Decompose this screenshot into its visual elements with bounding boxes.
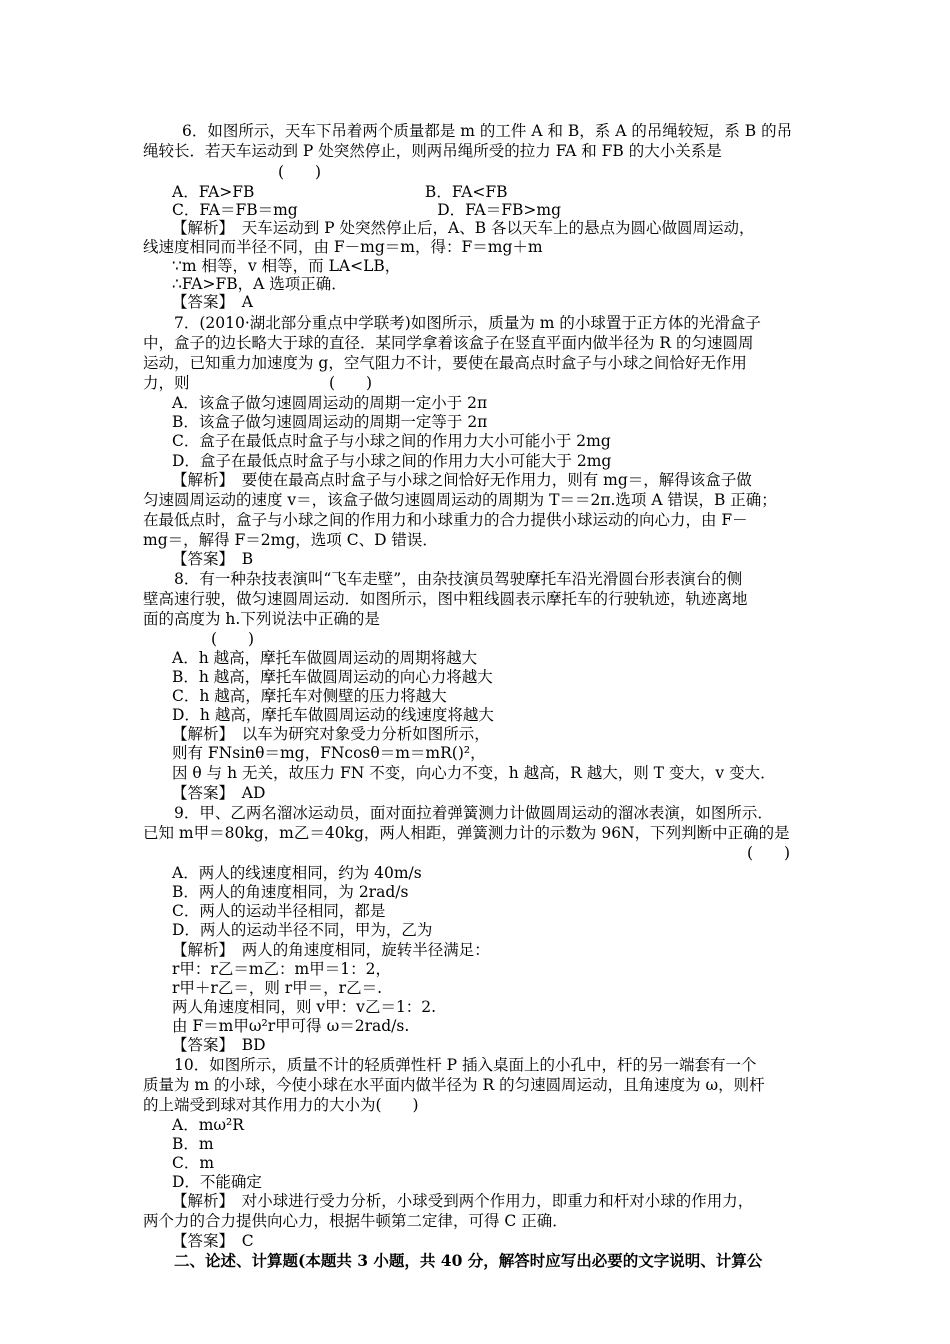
text-line: r甲＋r乙＝，则 r甲＝，r乙＝.	[172, 979, 382, 997]
text-line: 已知 m甲＝80kg，m乙＝40kg，两人相距，弹簧测力计的示数为 96N，下列判断中正确的是	[143, 824, 790, 842]
text-line: 力，则 ( )	[143, 374, 373, 392]
text-line: B．该盒子做匀速圆周运动的周期一定等于 2π	[172, 413, 488, 431]
text-line: 【解析】 两人的角速度相同，旋转半径满足：	[172, 941, 490, 959]
text-line: 7．(2010·湖北部分重点中学联考)如图所示，质量为 m 的小球置于正方体的光滑盒子	[143, 314, 761, 332]
text-line: 6．如图所示，天车下吊着两个质量都是 m 的工件 A 和 B，系 A 的吊绳较短，系 B 的吊	[151, 122, 793, 140]
text-line: 【答案】 B	[172, 550, 254, 568]
text-line: ( )	[747, 844, 791, 862]
text-line: A．mω²R	[172, 1116, 244, 1134]
text-line: 9．甲、乙两名溜冰运动员，面对面拉着弹簧测力计做圆周运动的溜冰表演，如图所示．	[143, 804, 773, 822]
text-line: 【答案】 C	[172, 1232, 254, 1250]
text-line: 在最低点时，盒子与小球之间的作用力和小球重力的合力提供小球运动的向心力，由 F－	[143, 511, 748, 529]
text-line: 绳较长．若天车运动到 P 处突然停止，则两吊绳所受的拉力 FA 和 FB 的大小关系是	[143, 142, 722, 160]
text-line: ( )	[278, 163, 322, 181]
text-line: 【解析】 天车运动到 P 处突然停止后，A、B 各以天车上的悬点为圆心做圆周运动，	[172, 219, 755, 237]
text-line: 匀速圆周运动的速度 v＝，该盒子做匀速圆周运动的周期为 T＝＝2π.选项 A 错误，B 正确；	[143, 491, 777, 509]
text-line: 【答案】 BD	[172, 1036, 266, 1054]
text-line: 【解析】 要使在最高点时盒子与小球之间恰好无作用力，则有 mg＝，解得该盒子做	[172, 471, 752, 489]
text-line: C．两人的运动半径相同，都是	[172, 902, 386, 920]
text-line: D．盒子在最低点时盒子与小球之间的作用力大小可能大于 2mg	[172, 452, 612, 470]
text-line: 质量为 m 的小球，今使小球在水平面内做半径为 R 的匀速圆周运动，且角速度为 ω，则杆	[143, 1076, 765, 1094]
text-line: 则有 FNsinθ＝mg，FNcosθ＝m＝mR()²，	[172, 744, 486, 762]
text-line: A．h 越高，摩托车做圆周运动的周期将越大	[172, 649, 478, 667]
text-line: D．不能确定	[172, 1173, 262, 1191]
text-line: C．FA＝FB＝mg D．FA＝FB>mg	[172, 201, 562, 219]
text-line: B．两人的角速度相同，为 2rad/s	[172, 883, 409, 901]
text-line: A．该盒子做匀速圆周运动的周期一定小于 2π	[172, 394, 488, 412]
text-line: 8．有一种杂技表演叫“飞车走壁”，由杂技演员驾驶摩托车沿光滑圆台形表演台的侧	[143, 570, 743, 588]
text-line: B．h 越高，摩托车做圆周运动的向心力将越大	[172, 668, 493, 686]
text-line: ∴FA>FB，A 选项正确．	[172, 275, 347, 293]
section-heading: 二、论述、计算题(本题共 3 小题，共 40 分，解答时应写出必要的文字说明、计算公	[143, 1251, 763, 1270]
text-line: A．FA>FB B．FA<FB	[172, 183, 508, 201]
text-line: 【答案】 AD	[172, 784, 266, 802]
text-line: 的上端受到球对其作用力的大小为( )	[143, 1096, 419, 1114]
text-line: 两个力的合力提供向心力，根据牛顿第二定律，可得 C 正确．	[143, 1212, 568, 1230]
text-line: 10．如图所示，质量不计的轻质弹性杆 P 插入桌面上的小孔中，杆的另一端套有一个	[143, 1056, 757, 1074]
text-line: 面的高度为 h.下列说法中正确的是	[143, 610, 380, 628]
text-line: D．两人的运动半径不同，甲为，乙为	[172, 921, 433, 939]
text-line: 运动，已知重力加速度为 g，空气阻力不计，要使在最高点时盒子与小球之间恰好无作用	[143, 354, 747, 372]
text-line: 由 F＝m甲ω²r甲可得 ω＝2rad/s.	[172, 1017, 410, 1035]
text-line: 线速度相同而半径不同，由 F－mg＝m，得：F＝mg＋m	[143, 238, 543, 256]
text-line: 【答案】 A	[172, 293, 253, 311]
text-line: 因 θ 与 h 无关，故压力 FN 不变，向心力不变，h 越高，R 越大，则 T 变大，v 变大．	[172, 764, 776, 782]
text-line: A．两人的线速度相同，约为 40m/s	[172, 864, 422, 882]
text-line: C．m	[172, 1154, 215, 1172]
text-line: 【解析】 对小球进行受力分析，小球受到两个作用力，即重力和杆对小球的作用力，	[172, 1192, 754, 1210]
text-line: 中，盒子的边长略大于球的直径．某同学拿着该盒子在竖直平面内做半径为 R 的匀速圆周	[143, 334, 754, 352]
text-line: ( )	[211, 630, 255, 648]
text-line: 两人角速度相同，则 v甲：v乙＝1：2.	[172, 998, 437, 1016]
text-line: ∵m 相等，v 相等，而 LA<LB，	[172, 257, 401, 275]
text-line: mg＝，解得 F＝2mg，选项 C、D 错误．	[143, 531, 438, 549]
text-line: C．h 越高，摩托车对侧壁的压力将越大	[172, 687, 447, 705]
text-line: B．m	[172, 1135, 214, 1153]
text-line: 壁高速行驶，做匀速圆周运动．如图所示，图中粗线圆表示摩托车的行驶轨迹，轨迹离地	[143, 590, 748, 608]
text-line: 【解析】 以车为研究对象受力分析如图所示，	[172, 725, 490, 743]
text-line: C．盒子在最低点时盒子与小球之间的作用力大小可能小于 2mg	[172, 432, 611, 450]
text-line: D．h 越高，摩托车做圆周运动的线速度将越大	[172, 706, 494, 724]
text-line: r甲：r乙＝m乙：m甲＝1：2，	[172, 960, 391, 978]
